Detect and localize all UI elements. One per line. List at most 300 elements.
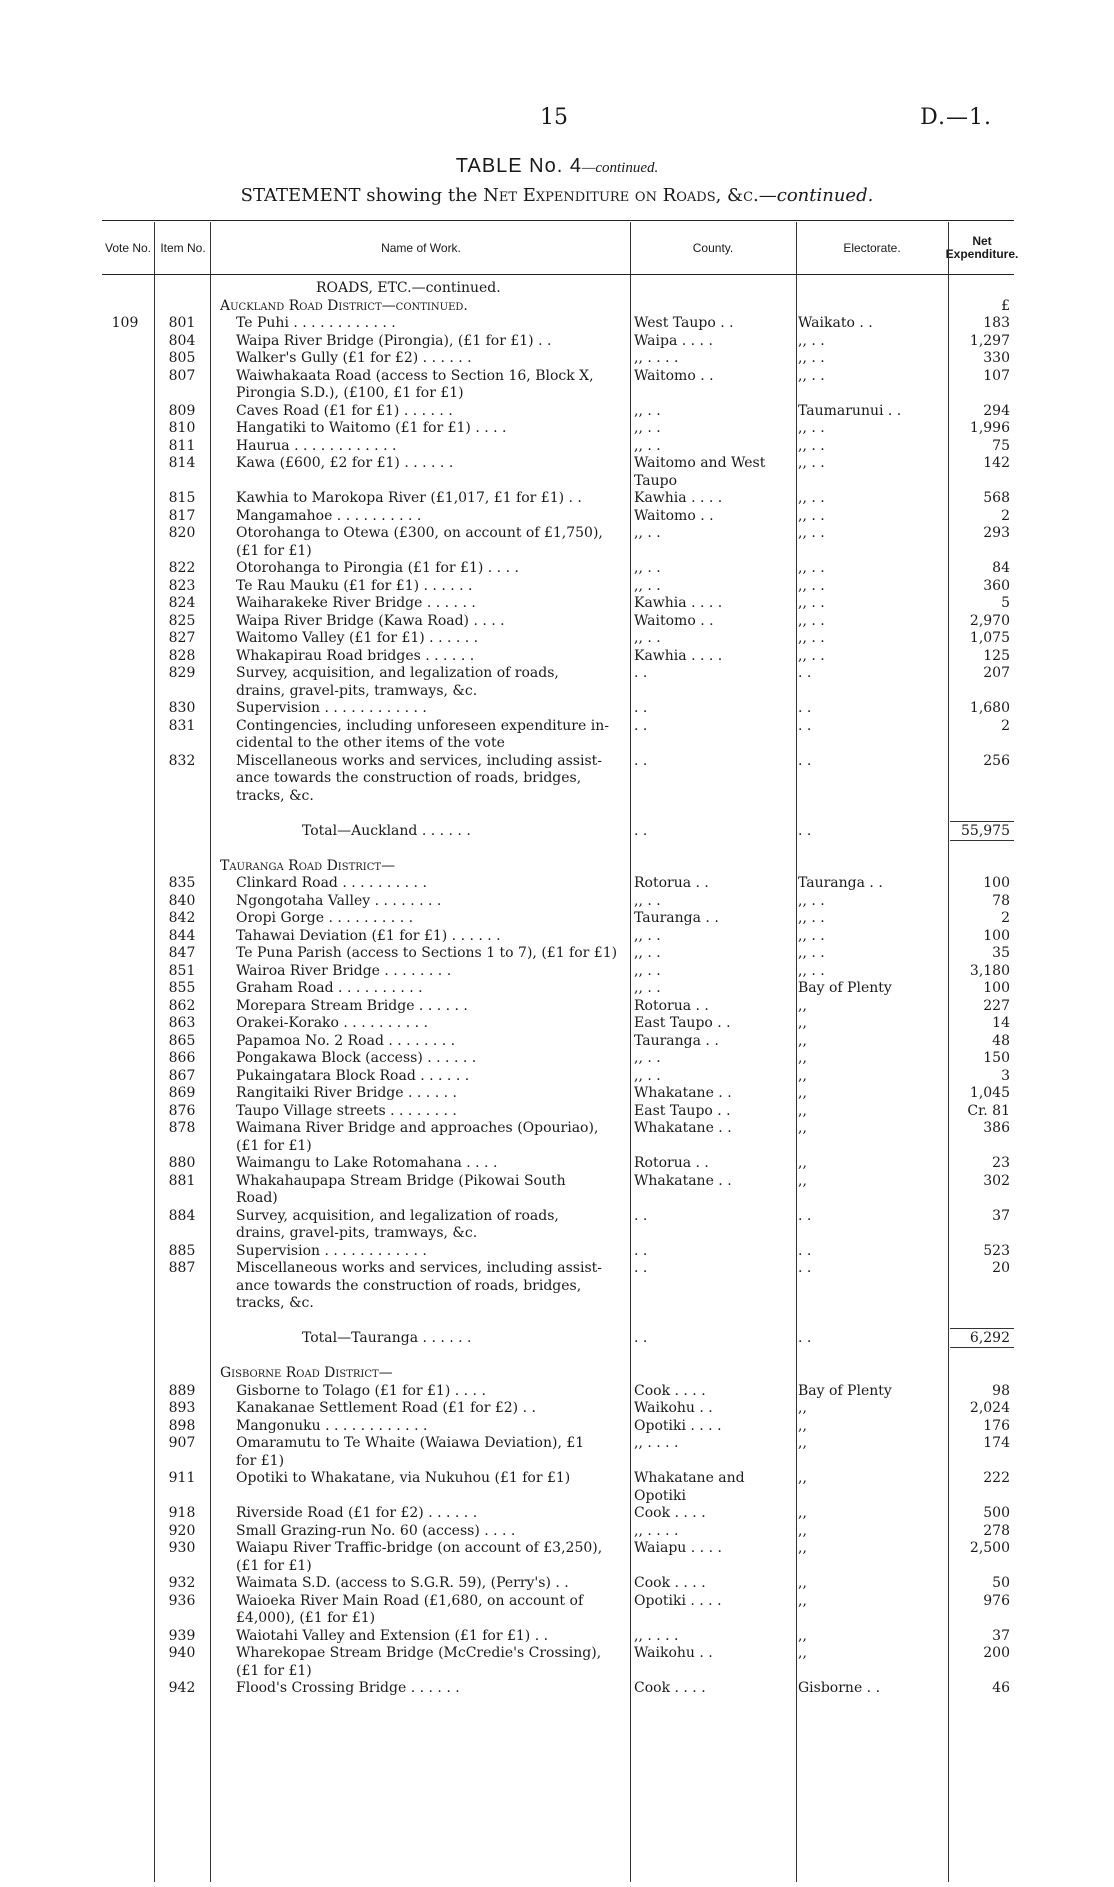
work-name: Opotiki to Whakatane, via Nukuhou (£1 for £1) — [236, 1470, 571, 1486]
net-expenditure: 200 — [983, 1645, 1010, 1661]
item-number: 930 — [168, 1540, 196, 1556]
net-expenditure: 2 — [1001, 910, 1010, 926]
work-name: Whakapirau Road bridges . . . . . . — [236, 647, 475, 664]
table-row — [102, 1225, 1014, 1243]
county: ,, . . — [634, 962, 661, 979]
work-name: Supervision . . . . . . . . . . . . — [236, 700, 427, 716]
table-row — [102, 665, 1014, 683]
county: . . — [634, 752, 648, 769]
table-row — [102, 718, 1014, 736]
electorate: ,, . . — [798, 350, 825, 366]
net-expenditure: 100 — [983, 875, 1010, 891]
county: Rotorua . . — [634, 875, 709, 891]
electorate: . . — [798, 700, 812, 716]
electorate: ,, . . — [798, 962, 825, 979]
table-row — [102, 963, 1014, 981]
net-expenditure: 2 — [1001, 717, 1010, 734]
county: West Taupo . . — [634, 315, 734, 331]
section-heading-row — [102, 1365, 1014, 1383]
work-name: ROADS, ETC.—continued. — [316, 280, 501, 296]
work-name: Small Grazing-run No. 60 (access) . . . . — [236, 1522, 516, 1539]
table-row — [102, 683, 1014, 701]
work-name: Survey, acquisition, and legalization of roads, — [236, 1207, 559, 1224]
work-name: Papamoa No. 2 Road . . . . . . . . — [236, 1032, 456, 1049]
col-header-name: Name of Work. — [381, 240, 461, 255]
page-header — [0, 105, 1114, 139]
document-reference: D.—1. — [920, 105, 992, 130]
electorate: Taumarunui . . — [798, 402, 902, 419]
electorate: ,, — [798, 1575, 807, 1591]
work-name: Gisborne to Tolago (£1 for £1) . . . . — [236, 1382, 486, 1399]
item-number: 840 — [168, 892, 196, 909]
vote-number: 109 — [111, 315, 139, 331]
net-expenditure: 98 — [992, 1382, 1010, 1399]
net-expenditure: 360 — [983, 577, 1010, 594]
table-row — [102, 998, 1014, 1016]
item-number: 830 — [168, 700, 196, 716]
table-row — [102, 1558, 1014, 1576]
net-expenditure: 48 — [992, 1032, 1010, 1049]
work-name: Te Rau Mauku (£1 for £1) . . . . . . — [236, 577, 473, 594]
table-row — [102, 543, 1014, 561]
work-name: Haurua . . . . . . . . . . . . — [236, 437, 397, 454]
item-number: 918 — [168, 1505, 196, 1521]
col-header-county: County. — [692, 240, 734, 255]
county: . . — [634, 1260, 648, 1276]
net-expenditure: 142 — [983, 455, 1010, 471]
table-top-rule — [102, 220, 1014, 221]
work-name: (£1 for £1) — [236, 1662, 312, 1679]
table-row — [102, 403, 1014, 421]
electorate: Waikato . . — [798, 315, 873, 331]
table-row — [102, 1470, 1014, 1488]
county: Kawhia . . . . — [634, 490, 723, 506]
work-name: Oropi Gorge . . . . . . . . . . — [236, 910, 414, 926]
table-row — [102, 1103, 1014, 1121]
work-name: Waiapu River Traffic-bridge (on account of £3,250), — [236, 1540, 603, 1556]
table-row — [102, 1015, 1014, 1033]
table-row — [102, 1173, 1014, 1191]
item-number: 832 — [168, 752, 196, 769]
table-subheading-row — [102, 280, 1014, 298]
county: Opotiki . . . . — [634, 1417, 722, 1434]
county: East Taupo . . — [634, 1015, 731, 1031]
statement-suffix: —continued. — [758, 185, 874, 206]
county: Waipa . . . . — [634, 332, 713, 349]
net-expenditure: 46 — [992, 1680, 1010, 1696]
net-expenditure: 50 — [992, 1575, 1010, 1591]
county: ,, . . — [634, 525, 661, 541]
county: ,, . . — [634, 1067, 661, 1084]
table-row — [102, 1610, 1014, 1628]
table-row — [102, 735, 1014, 753]
net-expenditure: 78 — [992, 892, 1010, 909]
electorate: ,, . . — [798, 927, 825, 944]
item-number: 847 — [168, 945, 196, 961]
electorate: ,, — [798, 1085, 807, 1101]
net-expenditure: 125 — [983, 647, 1010, 664]
electorate: ,, . . — [798, 910, 825, 926]
net-expenditure: 1,045 — [969, 1085, 1010, 1101]
work-name: Total—Auckland . . . . . . — [302, 822, 471, 839]
net-expenditure: 183 — [983, 315, 1010, 331]
net-expenditure: Cr. 81 — [967, 1102, 1010, 1119]
work-name: cidental to the other items of the vote — [236, 735, 505, 751]
net-expenditure: 976 — [983, 1592, 1010, 1609]
net-expenditure: 1,075 — [969, 630, 1010, 646]
net-expenditure: 55,975 — [961, 822, 1010, 839]
work-name: Graham Road . . . . . . . . . . — [236, 980, 423, 996]
table-row — [102, 1260, 1014, 1278]
electorate: ,, — [798, 1627, 807, 1644]
county: ,, . . — [634, 437, 661, 454]
work-name: Morepara Stream Bridge . . . . . . — [236, 997, 468, 1014]
electorate: ,, — [798, 1120, 807, 1136]
county: Cook . . . . — [634, 1575, 706, 1591]
item-number: 844 — [168, 927, 196, 944]
table-row — [102, 1068, 1014, 1086]
item-number: 876 — [168, 1102, 196, 1119]
electorate: Tauranga . . — [798, 875, 883, 891]
work-name: ance towards the construction of roads, bridges, — [236, 1277, 582, 1294]
table-row — [102, 840, 1014, 858]
electorate: ,, . . — [798, 577, 825, 594]
work-name: Hangatiki to Waitomo (£1 for £1) . . . . — [236, 420, 507, 436]
item-number: 823 — [168, 577, 196, 594]
item-number: 804 — [168, 332, 196, 349]
net-expenditure: 568 — [983, 490, 1010, 506]
net-expenditure: 523 — [983, 1242, 1010, 1259]
county: ,, . . — [634, 630, 661, 646]
item-number: 881 — [168, 1172, 196, 1189]
table-row — [102, 788, 1014, 806]
table-row — [102, 700, 1014, 718]
county: . . — [634, 1330, 648, 1346]
electorate: . . — [798, 717, 812, 734]
item-number: 810 — [168, 420, 196, 436]
col-header-electorate: Electorate. — [843, 240, 901, 255]
electorate: ,, . . — [798, 437, 825, 454]
item-number: 855 — [168, 980, 196, 996]
item-number: 824 — [168, 595, 196, 611]
item-number: 898 — [168, 1417, 196, 1434]
work-name: Clinkard Road . . . . . . . . . . — [236, 875, 427, 891]
item-number: 827 — [168, 630, 196, 646]
table-row — [102, 1663, 1014, 1681]
work-name: Taupo Village streets . . . . . . . . — [236, 1102, 457, 1119]
work-name: Waimata S.D. (access to S.G.R. 59), (Perry's) . . — [236, 1575, 569, 1591]
work-name: tracks, &c. — [236, 787, 314, 804]
table-row — [102, 1453, 1014, 1471]
work-name: drains, gravel-pits, tramways, &c. — [236, 682, 478, 699]
county: Waiapu . . . . — [634, 1540, 722, 1556]
net-expenditure: 207 — [983, 665, 1010, 681]
county: Whakatane and — [634, 1470, 745, 1486]
net-expenditure: 84 — [992, 560, 1010, 576]
county: . . — [634, 700, 648, 716]
county: ,, . . — [634, 927, 661, 944]
work-name: (£1 for £1) — [236, 1557, 312, 1574]
electorate: ,, — [798, 1102, 807, 1119]
work-name: Pongakawa Block (access) . . . . . . — [236, 1050, 477, 1066]
electorate: ,, — [798, 1032, 807, 1049]
electorate: ,, . . — [798, 490, 825, 506]
work-name: Walker's Gully (£1 for £2) . . . . . . — [236, 350, 472, 366]
county: ,, . . — [634, 577, 661, 594]
county: Waikohu . . — [634, 1645, 713, 1661]
work-name: Kawhia to Marokopa River (£1,017, £1 for £1) . . — [236, 490, 582, 506]
item-number: 809 — [168, 402, 196, 419]
table-title — [0, 155, 1114, 178]
table-row — [102, 1243, 1014, 1261]
county: . . — [634, 1207, 648, 1224]
electorate: ,, — [798, 1435, 807, 1451]
electorate: ,, — [798, 1522, 807, 1539]
table-row — [102, 630, 1014, 648]
item-number: 940 — [168, 1645, 196, 1661]
work-name: Supervision . . . . . . . . . . . . — [236, 1242, 427, 1259]
table-row — [102, 980, 1014, 998]
county: Waitomo . . — [634, 367, 714, 384]
electorate: ,, — [798, 1645, 807, 1661]
table-title-main: TABLE No. 4 — [455, 155, 582, 177]
electorate: ,, — [798, 1050, 807, 1066]
item-number: 907 — [168, 1435, 196, 1451]
net-expenditure: 3,180 — [969, 962, 1010, 979]
table-row — [102, 1540, 1014, 1558]
table-row — [102, 1523, 1014, 1541]
work-name: Mangonuku . . . . . . . . . . . . — [236, 1417, 428, 1434]
work-name: Gisborne Road District— — [220, 1365, 393, 1381]
item-number: 867 — [168, 1067, 196, 1084]
item-number: 911 — [168, 1470, 196, 1486]
item-number: 893 — [168, 1400, 196, 1416]
total-rule — [950, 1328, 1014, 1329]
section-heading-row — [102, 858, 1014, 876]
net-expenditure: 294 — [983, 402, 1010, 419]
table-row — [102, 945, 1014, 963]
col-header-net: Net Expenditure. — [945, 234, 1019, 261]
item-number: 828 — [168, 647, 196, 664]
county: Waitomo and West — [634, 455, 766, 471]
net-expenditure: 176 — [983, 1417, 1010, 1434]
net-expenditure: 302 — [983, 1172, 1010, 1189]
table-header — [102, 222, 1019, 274]
table-row — [102, 1120, 1014, 1138]
county: ,, . . . . — [634, 1627, 679, 1644]
table-row — [102, 1348, 1014, 1366]
net-expenditure: 278 — [983, 1522, 1010, 1539]
table-title-continued: —continued. — [581, 160, 659, 176]
net-expenditure: 330 — [983, 350, 1010, 366]
work-name: Contingencies, including unforeseen expenditure in- — [236, 717, 609, 734]
electorate: ,, . . — [798, 507, 825, 524]
table-row — [102, 473, 1014, 491]
county: ,, . . — [634, 980, 661, 996]
electorate: ,, — [798, 1400, 807, 1416]
table-row — [102, 1190, 1014, 1208]
net-expenditure: 100 — [983, 980, 1010, 996]
electorate: . . — [798, 665, 812, 681]
work-name: Waiharakeke River Bridge . . . . . . — [236, 595, 476, 611]
net-expenditure: 1,680 — [969, 700, 1010, 716]
county: Rotorua . . — [634, 1155, 709, 1171]
table-row — [102, 333, 1014, 351]
item-number: 942 — [168, 1680, 196, 1696]
county: Taupo — [634, 472, 678, 489]
item-number: 869 — [168, 1085, 196, 1101]
item-number: 889 — [168, 1382, 196, 1399]
item-number: 884 — [168, 1207, 196, 1224]
item-number: 866 — [168, 1050, 196, 1066]
item-number: 829 — [168, 665, 196, 681]
work-name: ance towards the construction of roads, bridges, — [236, 770, 582, 786]
electorate: ,, . . — [798, 332, 825, 349]
table-row — [102, 455, 1014, 473]
electorate: ,, . . — [798, 455, 825, 471]
table-body — [102, 280, 1014, 1698]
work-name: Waiwhakaata Road (access to Section 16, Block X, — [236, 367, 594, 384]
table-row — [102, 385, 1014, 403]
table-row — [102, 1383, 1014, 1401]
table-row — [102, 1138, 1014, 1156]
statement-subject: Net Expenditure on Roads, &c. — [483, 185, 759, 206]
work-name: (£1 for £1) — [236, 542, 312, 559]
table-row — [102, 753, 1014, 771]
electorate: ,, . . — [798, 945, 825, 961]
col-header-vote: Vote No. — [104, 240, 152, 255]
work-name: Caves Road (£1 for £1) . . . . . . — [236, 402, 453, 419]
work-name: Te Puhi . . . . . . . . . . . . — [236, 315, 396, 331]
work-name: Otorohanga to Pirongia (£1 for £1) . . . . — [236, 560, 519, 576]
item-number: 885 — [168, 1242, 196, 1259]
table-row — [102, 595, 1014, 613]
county: ,, . . — [634, 560, 661, 576]
work-name: Otorohanga to Otewa (£300, on account of £1,750), — [236, 525, 603, 541]
work-name: tracks, &c. — [236, 1295, 314, 1311]
electorate: ,, — [798, 1505, 807, 1521]
county: Kawhia . . . . — [634, 595, 723, 611]
work-name: Total—Tauranga . . . . . . — [302, 1330, 472, 1346]
table-row — [102, 1208, 1014, 1226]
work-name: Kanakanae Settlement Road (£1 for £2) . . — [236, 1400, 536, 1416]
net-expenditure: 2,024 — [969, 1400, 1010, 1416]
electorate: . . — [798, 1242, 812, 1259]
county: . . — [634, 1242, 648, 1259]
net-expenditure: 1,297 — [969, 332, 1010, 349]
table-row — [102, 648, 1014, 666]
net-expenditure: 14 — [992, 1015, 1010, 1031]
county: ,, . . — [634, 892, 661, 909]
county: Tauranga . . — [634, 910, 719, 926]
electorate: ,, . . — [798, 630, 825, 646]
electorate: ,, . . — [798, 612, 825, 629]
electorate: . . — [798, 1330, 812, 1346]
item-number: 815 — [168, 490, 196, 506]
table-row — [102, 805, 1014, 823]
table-row — [102, 1628, 1014, 1646]
work-name: Whakahaupapa Stream Bridge (Pikowai South — [236, 1172, 566, 1189]
net-expenditure: 23 — [992, 1155, 1010, 1171]
county: Waitomo . . — [634, 507, 714, 524]
county: Whakatane . . — [634, 1172, 732, 1189]
work-name: Waitomo Valley (£1 for £1) . . . . . . — [236, 630, 479, 646]
total-row — [102, 823, 1014, 841]
county: ,, . . — [634, 402, 661, 419]
net-expenditure: £ — [1001, 297, 1010, 314]
item-number: 851 — [168, 962, 196, 979]
work-name: Survey, acquisition, and legalization of roads, — [236, 665, 559, 681]
item-number: 801 — [168, 315, 196, 331]
work-name: Wharekopae Stream Bridge (McCredie's Crossing), — [236, 1645, 602, 1661]
net-expenditure: 5 — [1001, 595, 1010, 611]
net-expenditure: 500 — [983, 1505, 1010, 1521]
county: ,, . . — [634, 945, 661, 961]
table-row — [102, 1313, 1014, 1331]
net-expenditure: 100 — [983, 927, 1010, 944]
item-number: 920 — [168, 1522, 196, 1539]
net-expenditure: 222 — [983, 1470, 1010, 1486]
county: . . — [634, 717, 648, 734]
table-row — [102, 438, 1014, 456]
county: Rotorua . . — [634, 997, 709, 1014]
item-number: 814 — [168, 455, 196, 471]
table-row — [102, 893, 1014, 911]
total-rule — [950, 821, 1014, 822]
net-expenditure: 386 — [983, 1120, 1010, 1136]
table-row — [102, 1435, 1014, 1453]
table-row — [102, 928, 1014, 946]
work-name: Miscellaneous works and services, including assist- — [236, 752, 602, 769]
item-number: 805 — [168, 350, 196, 366]
county: Cook . . . . — [634, 1680, 706, 1696]
electorate: ,, . . — [798, 525, 825, 541]
work-name: Riverside Road (£1 for £2) . . . . . . — [236, 1505, 478, 1521]
table-row — [102, 1575, 1014, 1593]
electorate: Bay of Plenty — [798, 980, 892, 996]
electorate: . . — [798, 752, 812, 769]
county: Cook . . . . — [634, 1505, 706, 1521]
item-number: 820 — [168, 525, 196, 541]
electorate: ,, — [798, 1540, 807, 1556]
item-number: 936 — [168, 1592, 196, 1609]
net-expenditure: 1,996 — [969, 420, 1010, 436]
work-name: Rangitaiki River Bridge . . . . . . — [236, 1085, 457, 1101]
county: Tauranga . . — [634, 1032, 719, 1049]
work-name: Orakei-Korako . . . . . . . . . . — [236, 1015, 428, 1031]
table-row — [102, 1680, 1014, 1698]
county: Opotiki — [634, 1487, 686, 1504]
net-expenditure: 227 — [983, 997, 1010, 1014]
electorate: ,, . . — [798, 595, 825, 611]
electorate: ,, — [798, 1417, 807, 1434]
work-name: Omaramutu to Te Whaite (Waiawa Deviation), £1 — [236, 1435, 585, 1451]
item-number: 817 — [168, 507, 196, 524]
table-row — [102, 1278, 1014, 1296]
net-expenditure: 2,970 — [969, 612, 1010, 629]
work-name: Waioeka River Main Road (£1,680, on account of — [236, 1592, 584, 1609]
electorate: ,, . . — [798, 892, 825, 909]
work-name: Mangamahoe . . . . . . . . . . — [236, 507, 422, 524]
electorate: ,, — [798, 1067, 807, 1084]
work-name: Pukaingatara Block Road . . . . . . — [236, 1067, 470, 1084]
electorate: ,, . . — [798, 420, 825, 436]
work-name: Tahawai Deviation (£1 for £1) . . . . . . — [236, 927, 501, 944]
net-expenditure: 2 — [1001, 507, 1010, 524]
table-header-rule — [102, 274, 1014, 275]
electorate: . . — [798, 822, 812, 839]
net-expenditure: 35 — [992, 945, 1010, 961]
